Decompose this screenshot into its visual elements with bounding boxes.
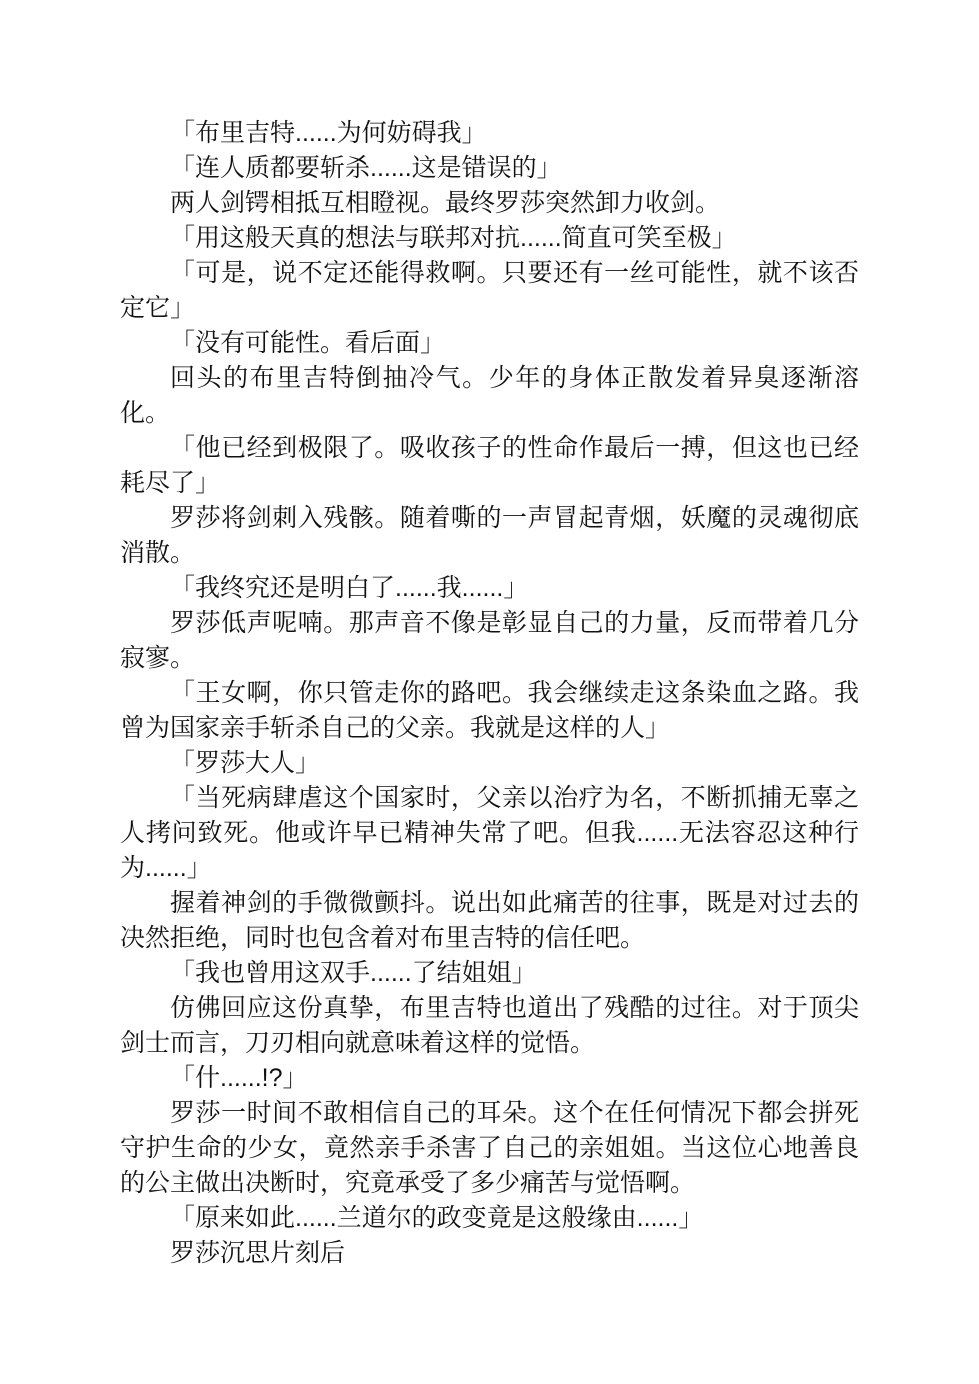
paragraph-dialogue: 「用这般天真的想法与联邦对抗......简直可笑至极」 (170, 224, 737, 252)
paragraph-dialogue: 「连人质都要斩杀......这是错误的」 (170, 154, 562, 182)
paragraph-dialogue: 「什......!?」 (170, 1064, 308, 1092)
paragraph-narration: 两人剑锷相抵互相瞪视。最终罗莎突然卸力收剑。 (170, 189, 721, 217)
paragraph-narration: 仿佛回应这份真挚，布里吉特也道出了残酷的过往。对于顶尖剑士而言，刀刃相向就意味着这样的觉悟。 (120, 994, 859, 1057)
paragraph-dialogue: 「当死病肆虐这个国家时，父亲以治疗为名，不断抓捕无辜之人拷问致死。他或许早已精神失常了吧。但我......无法容忍这种行为......」 (120, 784, 859, 882)
paragraph-dialogue: 「布里吉特......为何妨碍我」 (170, 119, 487, 147)
paragraph-dialogue: 「我也曾用这双手......了结姐姐」 (170, 959, 537, 987)
paragraph-dialogue: 「他已经到极限了。吸收孩子的性命作最后一搏，但这也已经耗尽了」 (120, 434, 859, 497)
paragraph-dialogue: 「没有可能性。看后面」 (170, 329, 446, 357)
paragraph-narration: 罗莎一时间不敢相信自己的耳朵。这个在任何情况下都会拼死守护生命的少女，竟然亲手杀害了自己的亲姐姐。当这位心地善良的公主做出决断时，究竟承受了多少痛苦与觉悟啊。 (120, 1099, 859, 1197)
paragraph-dialogue: 「王女啊，你只管走你的路吧。我会继续走这条染血之路。我曾为国家亲手斩杀自己的父亲。我就是这样的人」 (120, 679, 859, 742)
novel-text-block (120, 116, 859, 1271)
paragraph-narration: 握着神剑的手微微颤抖。说出如此痛苦的往事，既是对过去的决然拒绝，同时也包含着对布里吉特的信任吧。 (120, 889, 859, 952)
paragraph-dialogue: 「可是，说不定还能得救啊。只要还有一丝可能性，就不该否定它」 (120, 259, 859, 322)
paragraph-dialogue: 「我终究还是明白了......我......」 (170, 574, 529, 602)
paragraph-narration: 罗莎沉思片刻后 (170, 1239, 346, 1267)
paragraph-narration: 罗莎低声呢喃。那声音不像是彰显自己的力量，反而带着几分寂寥。 (120, 609, 859, 672)
paragraph-narration: 罗莎将剑刺入残骸。随着嘶的一声冒起青烟，妖魔的灵魂彻底消散。 (120, 504, 859, 567)
paragraph-narration: 回头的布里吉特倒抽冷气。少年的身体正散发着异臭逐渐溶化。 (120, 364, 859, 427)
paragraph-dialogue: 「罗莎大人」 (170, 749, 321, 777)
paragraph-dialogue: 「原来如此......兰道尔的政变竟是这般缘由......」 (170, 1204, 704, 1232)
